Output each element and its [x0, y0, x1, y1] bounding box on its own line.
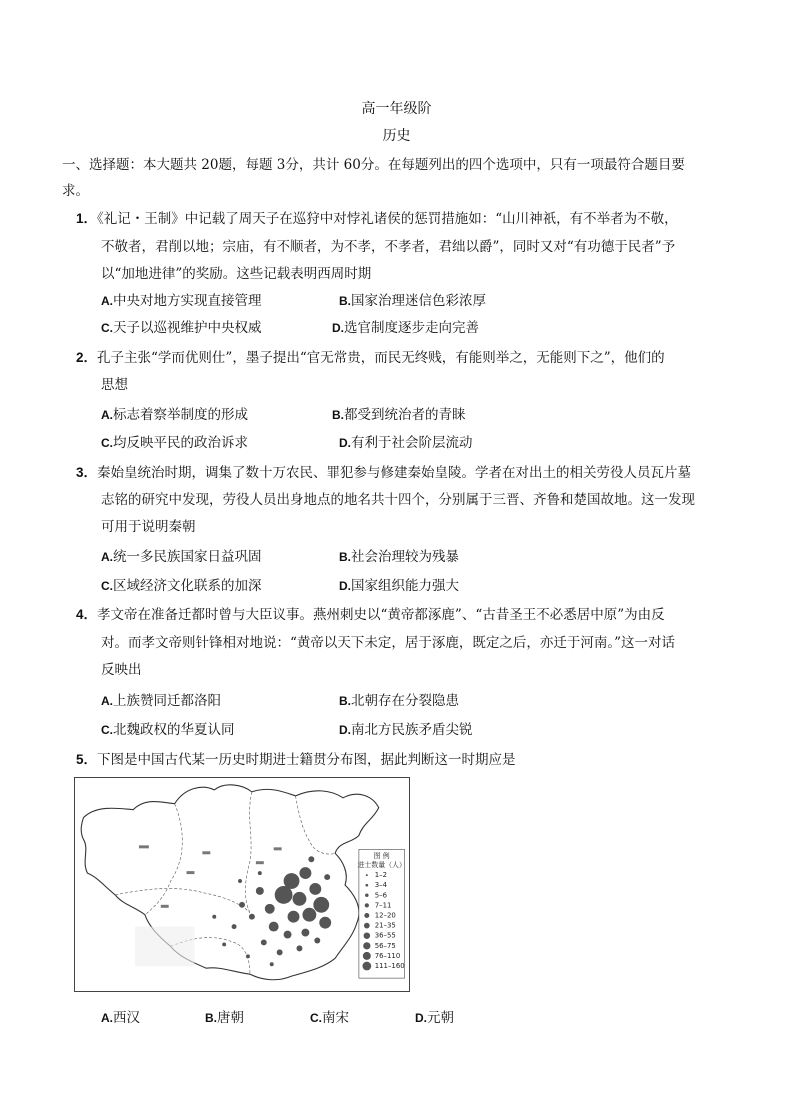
jinshi-dot: [222, 942, 226, 946]
question-3-stem-line-2: 志铭的研究中发现，劳役人员出身地点的地名共十四个，分别属于三晋、齐鲁和楚国故地。这一发现: [101, 492, 695, 508]
jinshi-dot: [299, 867, 311, 879]
map-legend: [357, 849, 405, 978]
jinshi-dot: [309, 883, 321, 895]
question-4-option-d[interactable]: D.南北方民族矛盾尖锐: [339, 722, 473, 738]
question-3-option-d[interactable]: D.国家组织能力强大: [339, 578, 459, 594]
jinshi-dot: [293, 892, 307, 906]
map-label-mark: [187, 871, 195, 874]
map-label-mark: [202, 851, 210, 854]
jinshi-dot: [212, 915, 216, 919]
question-3-stem-line-1: 3．秦始皇统治时期，调集了数十万农民、罪犯参与修建秦始皇陵。学者在对出土的相关劳役人员瓦片墓: [76, 465, 692, 481]
section-intro-line-2: 求。: [62, 183, 89, 199]
question-1-option-b[interactable]: B.国家治理迷信色彩浓厚: [339, 293, 486, 309]
question-4-option-c[interactable]: C.北魏政权的华夏认同: [101, 722, 235, 738]
map-label-mark: [256, 861, 264, 864]
map-region-shade: [135, 927, 194, 967]
question-number: 2．: [76, 350, 98, 365]
legend-symbol: [362, 962, 371, 971]
jinshi-dot: [324, 874, 330, 880]
question-number: 1．: [76, 211, 98, 226]
jinshi-dot: [239, 902, 245, 908]
question-4-stem-line-3: 反映出: [101, 662, 142, 678]
map-territory-outline: [81, 785, 379, 980]
jinshi-dot: [265, 904, 275, 914]
legend-label: 56–75: [374, 941, 396, 950]
jinshi-dot: [301, 929, 309, 937]
legend-symbol: [364, 923, 370, 929]
question-3-stem-line-3: 可用于说明秦朝: [101, 519, 196, 535]
jinshi-dot: [275, 886, 293, 904]
question-number: 4．: [76, 607, 98, 622]
map-label-mark: [139, 845, 149, 848]
legend-label: 5–6: [374, 891, 388, 900]
legend-label: 36–55: [374, 931, 396, 940]
exam-title: 高一年级阶: [361, 101, 432, 117]
jinshi-dot: [246, 954, 250, 958]
question-3-option-a[interactable]: A.统一多民族国家日益巩固: [101, 549, 262, 565]
jinshi-dot: [277, 949, 283, 955]
question-number: 3．: [76, 465, 98, 480]
jinshi-distribution-map: [74, 777, 410, 992]
legend-symbol: [365, 894, 368, 897]
jinshi-dot: [261, 939, 267, 945]
question-3-option-b[interactable]: B.社会治理较为残暴: [339, 549, 459, 565]
legend-symbol: [365, 884, 368, 887]
jinshi-dot: [288, 911, 300, 923]
jinshi-dot: [314, 938, 320, 944]
legend-label: 111–160: [374, 962, 405, 971]
legend-symbol: [363, 952, 371, 960]
question-2-stem-line-2: 思想: [101, 377, 128, 393]
jinshi-dot: [256, 887, 264, 895]
question-5-option-d[interactable]: D.元朝: [415, 1010, 454, 1026]
question-2-stem-line-1: 2．孔子主张“学而优则仕”，墨子提出“官无常贵，而民无终贱，有能则举之，无能则下之”，他们的: [76, 350, 665, 366]
question-number: 5．: [76, 752, 98, 767]
legend-symbol: [363, 942, 370, 949]
jinshi-dot: [232, 924, 237, 929]
question-2-option-b[interactable]: B.都受到统治者的青睐: [332, 407, 466, 423]
legend-label: 12–20: [374, 911, 396, 920]
jinshi-dot: [269, 922, 279, 932]
question-1-stem-line-3: 以“加地进律”的奖励。这些记载表明西周时期: [101, 266, 372, 282]
jinshi-dot: [284, 931, 292, 939]
jinshi-dot: [302, 908, 316, 922]
question-4-option-b[interactable]: B.北朝存在分裂隐患: [339, 693, 459, 709]
legend-label: 7–11: [374, 901, 392, 910]
question-4-option-a[interactable]: A.上族赞同迁都洛阳: [101, 693, 221, 709]
question-2-option-a[interactable]: A.标志着察举制度的形成: [101, 407, 248, 423]
question-1-stem-line-2: 不敬者，君削以地；宗庙，有不顺者，为不孝，不孝者，君绌以爵”，同时又对“有功德于民者”予: [101, 239, 676, 255]
question-1-stem-line-1: 1．《礼记・王制》中记载了周天子在巡狩中对悖礼诸侯的惩罚措施如：“山川神祇，有不举者为不敬，: [76, 211, 678, 227]
legend-label: 3–4: [374, 881, 388, 890]
legend-label: 21–35: [374, 921, 396, 930]
legend-label: 1–2: [374, 871, 388, 880]
exam-subject: 历史: [382, 128, 411, 144]
jinshi-dot: [249, 914, 255, 920]
question-1-option-d[interactable]: D.选官制度逐步走向完善: [332, 320, 479, 336]
legend-title: 图 例: [373, 852, 390, 861]
jinshi-dot: [308, 856, 314, 862]
question-4-stem-line-2: 对。而孝文帝则针锋相对地说：“黄帝以天下未定，居于涿鹿，既定之后，亦迁于河南。”这一对话: [101, 635, 676, 651]
question-1-option-c[interactable]: C.天子以巡视维护中央权威: [101, 320, 262, 336]
section-intro-line-1: 一、选择题：本大题共 20题，每题 3分，共计 60分。在每题列出的四个选项中，只有一项最符合题目要: [62, 157, 685, 173]
map-label-mark: [161, 905, 169, 908]
question-5-option-c[interactable]: C.南宋: [310, 1010, 349, 1026]
jinshi-dot: [313, 897, 329, 913]
jinshi-dot: [270, 962, 274, 966]
question-2-option-d[interactable]: D.有利于社会阶层流动: [339, 435, 473, 451]
question-1-option-a[interactable]: A.中央对地方实现直接管理: [101, 293, 262, 309]
jinshi-dot: [296, 945, 302, 951]
question-3-option-c[interactable]: C.区域经济文化联系的加深: [101, 578, 262, 594]
jinshi-dot: [319, 917, 331, 929]
jinshi-dot: [258, 871, 262, 875]
legend-symbol: [364, 932, 370, 938]
question-5-option-a[interactable]: A.西汉: [101, 1010, 140, 1026]
question-5-option-b[interactable]: B.唐朝: [205, 1010, 244, 1026]
map-svg: [75, 778, 409, 991]
question-4-stem-line-1: 4．孝文帝在准备迁都时曾与大臣议事。燕州刺史以“黄帝都涿鹿”、“古昔圣王不必悉居中原”为由反: [76, 607, 665, 623]
legend-subtitle: 进士数量（人）: [357, 861, 406, 870]
legend-symbol: [364, 913, 369, 918]
map-label-mark: [274, 847, 282, 850]
legend-label: 76–110: [374, 951, 401, 960]
legend-symbol: [365, 903, 369, 907]
legend-symbol: [366, 874, 368, 876]
jinshi-dot: [238, 879, 242, 883]
question-5-stem-line-1: 5．下图是中国古代某一历史时期进士籍贯分布图，据此判断这一时期应是: [76, 752, 516, 768]
question-2-option-c[interactable]: C.均反映平民的政治诉求: [101, 435, 248, 451]
